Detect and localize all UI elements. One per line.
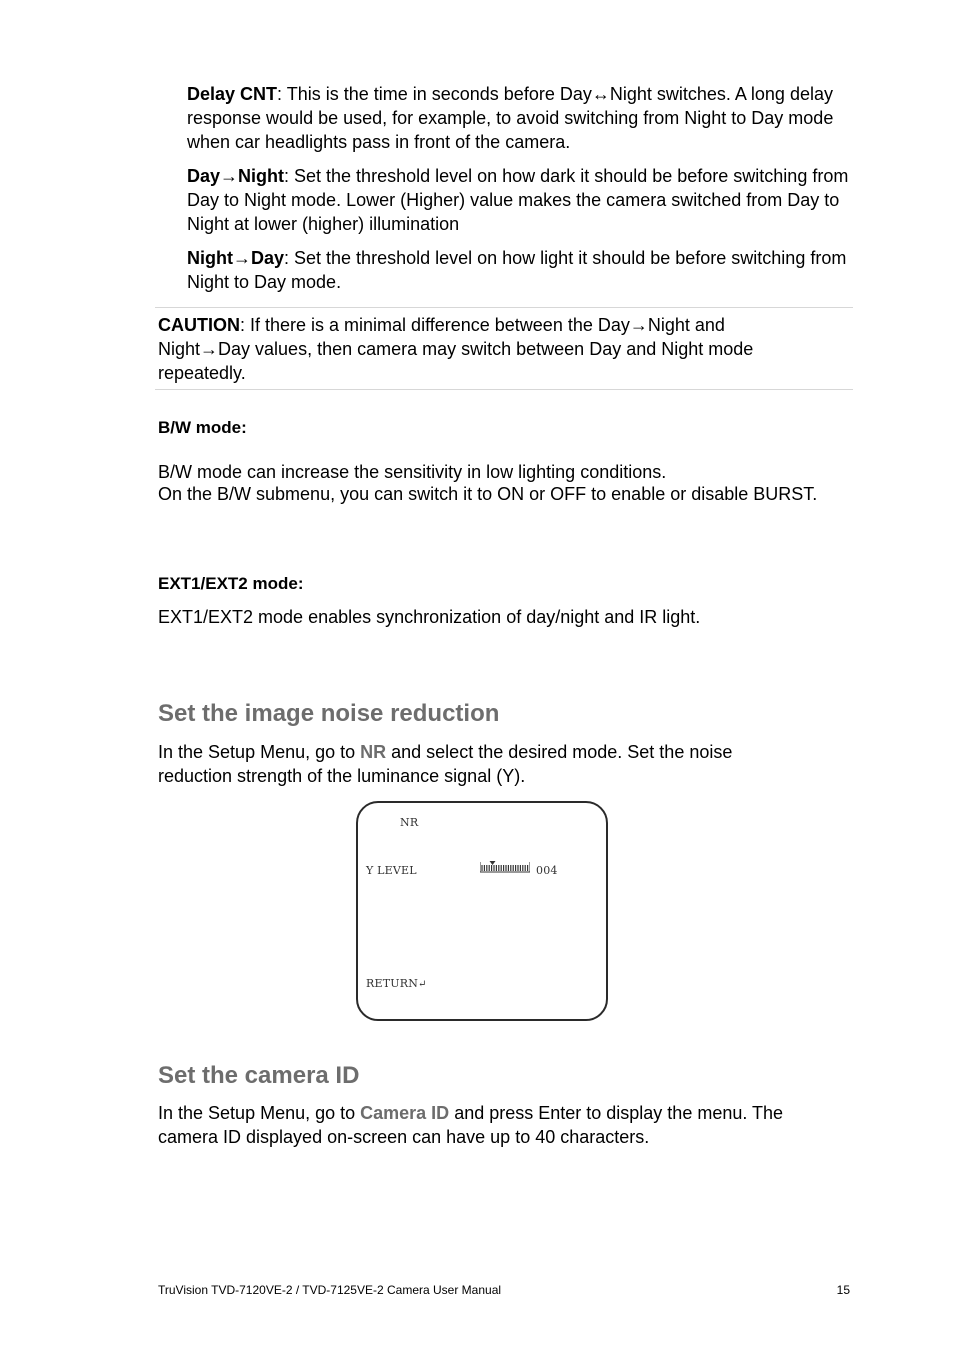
bw-mode-line2: On the B/W submenu, you can switch it to ON or OFF to enable or disable BURST. <box>158 484 818 504</box>
footer-manual-title: TruVision TVD-7120VE-2 / TVD-7125VE-2 Camera User Manual <box>158 1283 502 1297</box>
day-night-paragraph <box>187 164 867 236</box>
enter-arrow-icon: ↵ <box>418 979 427 990</box>
camera-id-section-text <box>158 1101 838 1149</box>
ext-mode-text: EXT1/EXT2 mode enables synchronization of day/night and IR light. <box>158 607 701 627</box>
camera-id-text-before: In the Setup Menu, go to <box>158 1103 361 1123</box>
delay-cnt-text: : This is the time in seconds before Day↔Night switches. A long delay response would be used, for example, to avoid switching from Night to Day mode when car headlights pass in front of the camera. <box>187 84 834 152</box>
nr-text-before: In the Setup Menu, go to <box>158 742 361 762</box>
osd-return-item <box>366 977 427 992</box>
bw-mode-heading: B/W mode: <box>158 418 247 437</box>
osd-y-level-value: 004 <box>536 864 558 877</box>
caution-label: CAUTION <box>158 315 240 335</box>
caution-top-rule <box>155 307 853 308</box>
osd-title: NR <box>400 816 419 829</box>
night-day-text: : Set the threshold level on how light it should be before switching from Night to Day mode. <box>187 248 847 292</box>
ext-mode-heading: EXT1/EXT2 mode: <box>158 574 304 593</box>
nr-osd-menu <box>356 801 608 1021</box>
camera-id-text-after: and press Enter to display the menu. The camera ID displayed on-screen can have up to 40 characters. <box>158 1103 784 1147</box>
nr-menu-keyword: NR <box>360 742 387 762</box>
night-day-paragraph <box>187 246 867 294</box>
caution-bottom-rule <box>155 389 853 390</box>
slider-marker-icon <box>490 861 496 865</box>
delay-cnt-term: Delay CNT <box>187 84 278 104</box>
bw-mode-line1: B/W mode can increase the sensitivity in low lighting conditions. <box>158 462 667 482</box>
camera-id-menu-keyword: Camera ID <box>360 1103 450 1123</box>
delay-cnt-paragraph <box>187 82 867 154</box>
slider-ticks <box>482 865 528 871</box>
day-night-term: Day→Night <box>187 166 285 186</box>
nr-text-after: and select the desired mode. Set the noise reduction strength of the luminance signal (Y). <box>158 742 733 786</box>
y-level-slider-bar <box>480 861 530 873</box>
nr-section-text <box>158 740 798 788</box>
nr-section-heading: Set the image noise reduction <box>158 700 500 727</box>
night-day-term: Night→Day <box>187 248 285 268</box>
caution-text: : If there is a minimal difference between the Day→Night and Night→Day values, then camera may switch between Day and Night mode repeatedly. <box>158 315 754 383</box>
footer-page-number: 15 <box>836 1283 850 1297</box>
osd-return-label: RETURN <box>366 977 419 990</box>
caution-paragraph <box>158 313 818 385</box>
camera-id-section-heading: Set the camera ID <box>158 1062 360 1089</box>
osd-y-level-label: Y LEVEL <box>366 864 417 877</box>
day-night-text: : Set the threshold level on how dark it should be before switching from Day to Night mode. Lower (Higher) value makes the camera switched from Day to Night at lower (higher) illumination <box>187 166 849 234</box>
